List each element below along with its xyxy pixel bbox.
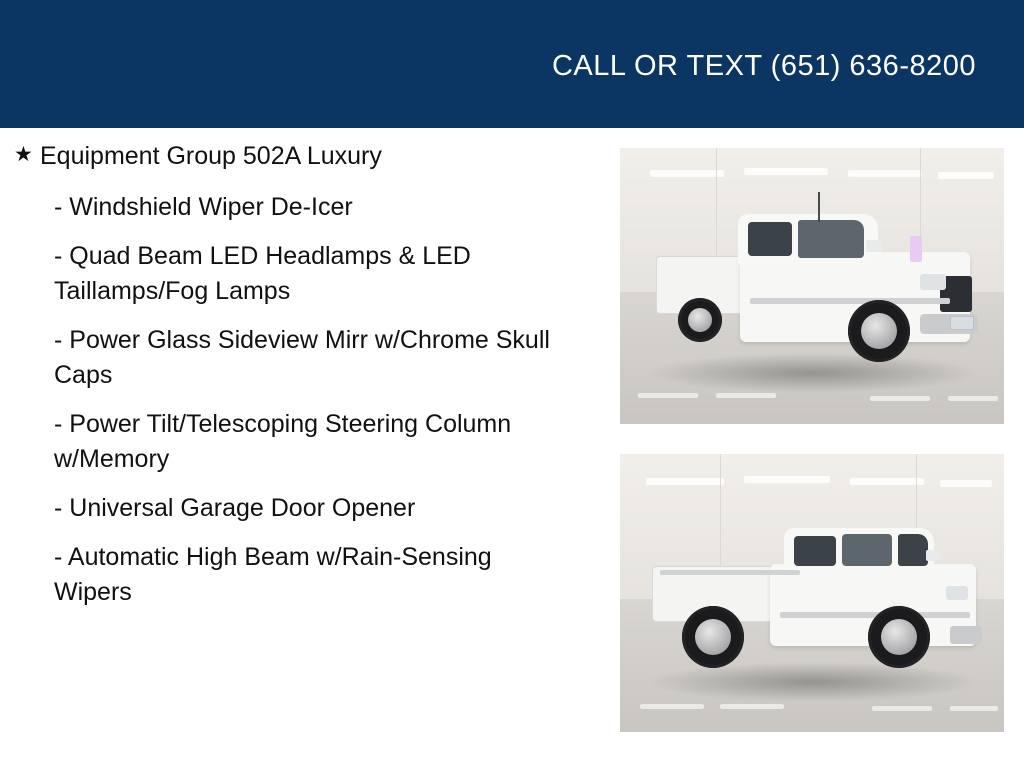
vehicle-shadow xyxy=(646,662,980,702)
headlamp xyxy=(920,274,946,290)
rear-wheel-rim xyxy=(695,619,731,655)
front-wheel-rim xyxy=(861,313,897,349)
rear-window xyxy=(748,222,792,256)
truck-side-profile-photo xyxy=(620,454,1004,732)
list-item: - Quad Beam LED Headlamps & LED Taillamps/Fog Lamps xyxy=(54,242,471,305)
windshield xyxy=(798,220,864,258)
feature-list xyxy=(0,140,600,624)
radio-antenna xyxy=(818,192,820,222)
bed-rail-cap xyxy=(660,570,800,575)
hanging-price-tag xyxy=(910,236,922,262)
header-banner xyxy=(0,0,1024,128)
front-wheel-rim xyxy=(881,619,917,655)
front-door-window xyxy=(842,534,892,566)
feature-heading-row xyxy=(14,140,600,172)
star-icon: ★ xyxy=(14,143,33,166)
windshield xyxy=(898,534,928,566)
pickup-truck-illustration xyxy=(620,148,1004,424)
rear-door-window xyxy=(794,536,836,566)
call-or-text-phone-number: CALL OR TEXT (651) 636-8200 xyxy=(551,50,976,82)
side-mirror xyxy=(866,240,882,252)
list-item: - Universal Garage Door Opener xyxy=(54,494,416,522)
list-item: - Windshield Wiper De-Icer xyxy=(54,193,353,221)
list-item: - Power Tilt/Telescoping Steering Column w/Memory xyxy=(54,410,512,473)
rear-wheel-rim xyxy=(688,308,712,332)
pickup-truck-illustration xyxy=(620,454,1004,732)
side-mirror xyxy=(926,550,940,561)
truck-front-three-quarter-photo xyxy=(620,148,1004,424)
feature-heading-label: Equipment Group 502A Luxury xyxy=(40,142,382,170)
front-bumper xyxy=(950,626,982,644)
license-plate xyxy=(950,316,974,330)
headlamp xyxy=(946,586,968,600)
list-item: - Automatic High Beam w/Rain-Sensing Wipers xyxy=(54,543,492,606)
list-item: - Power Glass Sideview Mirr w/Chrome Skull Caps xyxy=(54,326,550,389)
vehicle-shadow xyxy=(648,353,978,393)
body-side-molding xyxy=(750,298,950,304)
